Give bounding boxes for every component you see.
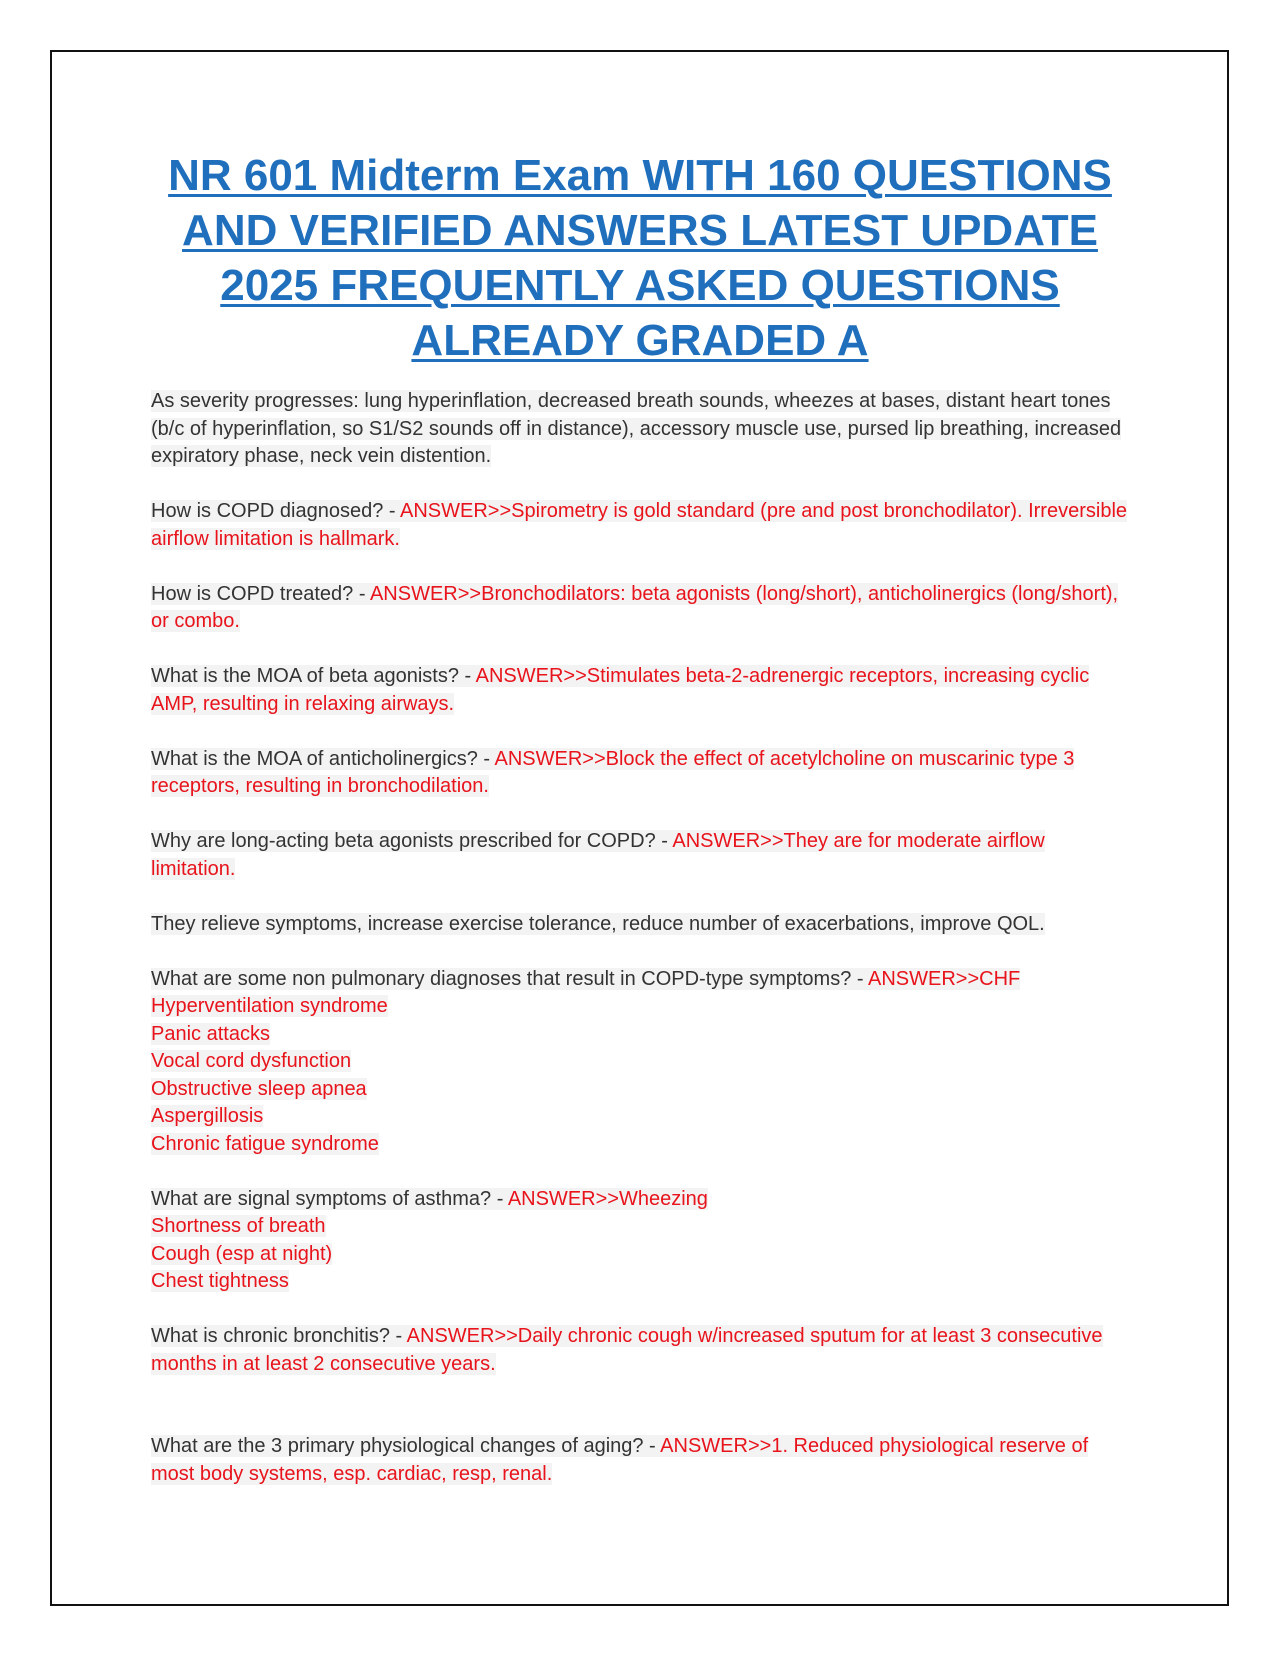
qa-item bbox=[151, 828, 1131, 883]
answer-text: ANSWER>>Stimulates beta-2-adrenergic receptors, increasing cyclic AMP, resulting in relaxing airways. bbox=[151, 665, 1090, 715]
answer-list-item: Chest tightness bbox=[151, 1270, 289, 1292]
answer-list-item: Hyperventilation syndrome bbox=[151, 995, 388, 1017]
answer-text: ANSWER>>CHF bbox=[867, 967, 1021, 990]
qa-item-aging bbox=[151, 1433, 1131, 1488]
qa-item bbox=[151, 581, 1131, 636]
qa-item-nonpulmonary bbox=[151, 966, 1131, 1159]
qa-item bbox=[151, 746, 1131, 801]
answer-list-item: Aspergillosis bbox=[151, 1105, 264, 1127]
answer-list-item: Panic attacks bbox=[151, 1022, 270, 1045]
answer-text: ANSWER>>Block the effect of acetylcholine on muscarinic type 3 receptors, resulting in bronchodilation. bbox=[151, 747, 1075, 797]
answer-text: ANSWER>>They are for moderate airflow limitation. bbox=[151, 830, 1045, 880]
laba-note bbox=[151, 911, 1131, 939]
spacer bbox=[151, 1406, 1131, 1434]
question-text: What are signal symptoms of asthma? - bbox=[151, 1187, 508, 1210]
answer-text: ANSWER>>Spirometry is gold standard (pre and post bronchodilator). Irreversible airflow limitation is hallmark. bbox=[151, 500, 1128, 550]
answer-text: ANSWER>>Daily chronic cough w/increased sputum for at least 3 consecutive months in at least 2 consecutive years. bbox=[151, 1325, 1103, 1375]
qa-item-bronchitis bbox=[151, 1323, 1131, 1378]
answer-text: ANSWER>>Bronchodilators: beta agonists (long/short), anticholinergics (long/short), or combo. bbox=[151, 582, 1119, 632]
intro-text: As severity progresses: lung hyperinflation, decreased breath sounds, wheezes at bases, distant heart tones (b/c of hyperinflation, so S1/S2 sounds off in distance), accessory muscle use, pursed lip breathing, increased expiratory phase, neck vein distention. bbox=[151, 390, 1122, 467]
note-text: They relieve symptoms, increase exercise tolerance, reduce number of exacerbations, improve QOL. bbox=[151, 912, 1045, 935]
answer-list-item: Cough (esp at night) bbox=[151, 1242, 333, 1265]
answer-text: ANSWER>>1. Reduced physiological reserve of most body systems, esp. cardiac, resp, renal. bbox=[151, 1435, 1089, 1485]
question-text: How is COPD diagnosed? - bbox=[151, 500, 401, 522]
question-text: Why are long-acting beta agonists prescribed for COPD? - bbox=[151, 830, 673, 852]
document-title: NR 601 Midterm Exam WITH 160 QUESTIONS AND VERIFIED ANSWERS LATEST UPDATE 2025 FREQUENTLY ASKED QUESTIONS ALREADY GRADED A bbox=[168, 151, 1112, 365]
question-text: What is chronic bronchitis? - bbox=[151, 1325, 407, 1347]
question-text: How is COPD treated? - bbox=[151, 582, 370, 605]
question-text: What is the MOA of beta agonists? - bbox=[151, 665, 476, 687]
answer-list-item: Vocal cord dysfunction bbox=[151, 1050, 352, 1072]
answer-list-item: Chronic fatigue syndrome bbox=[151, 1132, 379, 1155]
document-body bbox=[151, 388, 1131, 1516]
question-text: What is the MOA of anticholinergics? - bbox=[151, 747, 495, 770]
answer-list-item: Shortness of breath bbox=[151, 1215, 326, 1237]
question-text: What are some non pulmonary diagnoses that result in COPD-type symptoms? - bbox=[151, 967, 868, 990]
qa-item-asthma bbox=[151, 1186, 1131, 1296]
qa-item bbox=[151, 663, 1131, 718]
answer-list-item: Obstructive sleep apnea bbox=[151, 1077, 367, 1100]
qa-item bbox=[151, 498, 1131, 553]
answer-text: ANSWER>>Wheezing bbox=[507, 1187, 708, 1210]
question-text: What are the 3 primary physiological changes of aging? - bbox=[151, 1435, 661, 1457]
intro-paragraph bbox=[151, 388, 1131, 471]
